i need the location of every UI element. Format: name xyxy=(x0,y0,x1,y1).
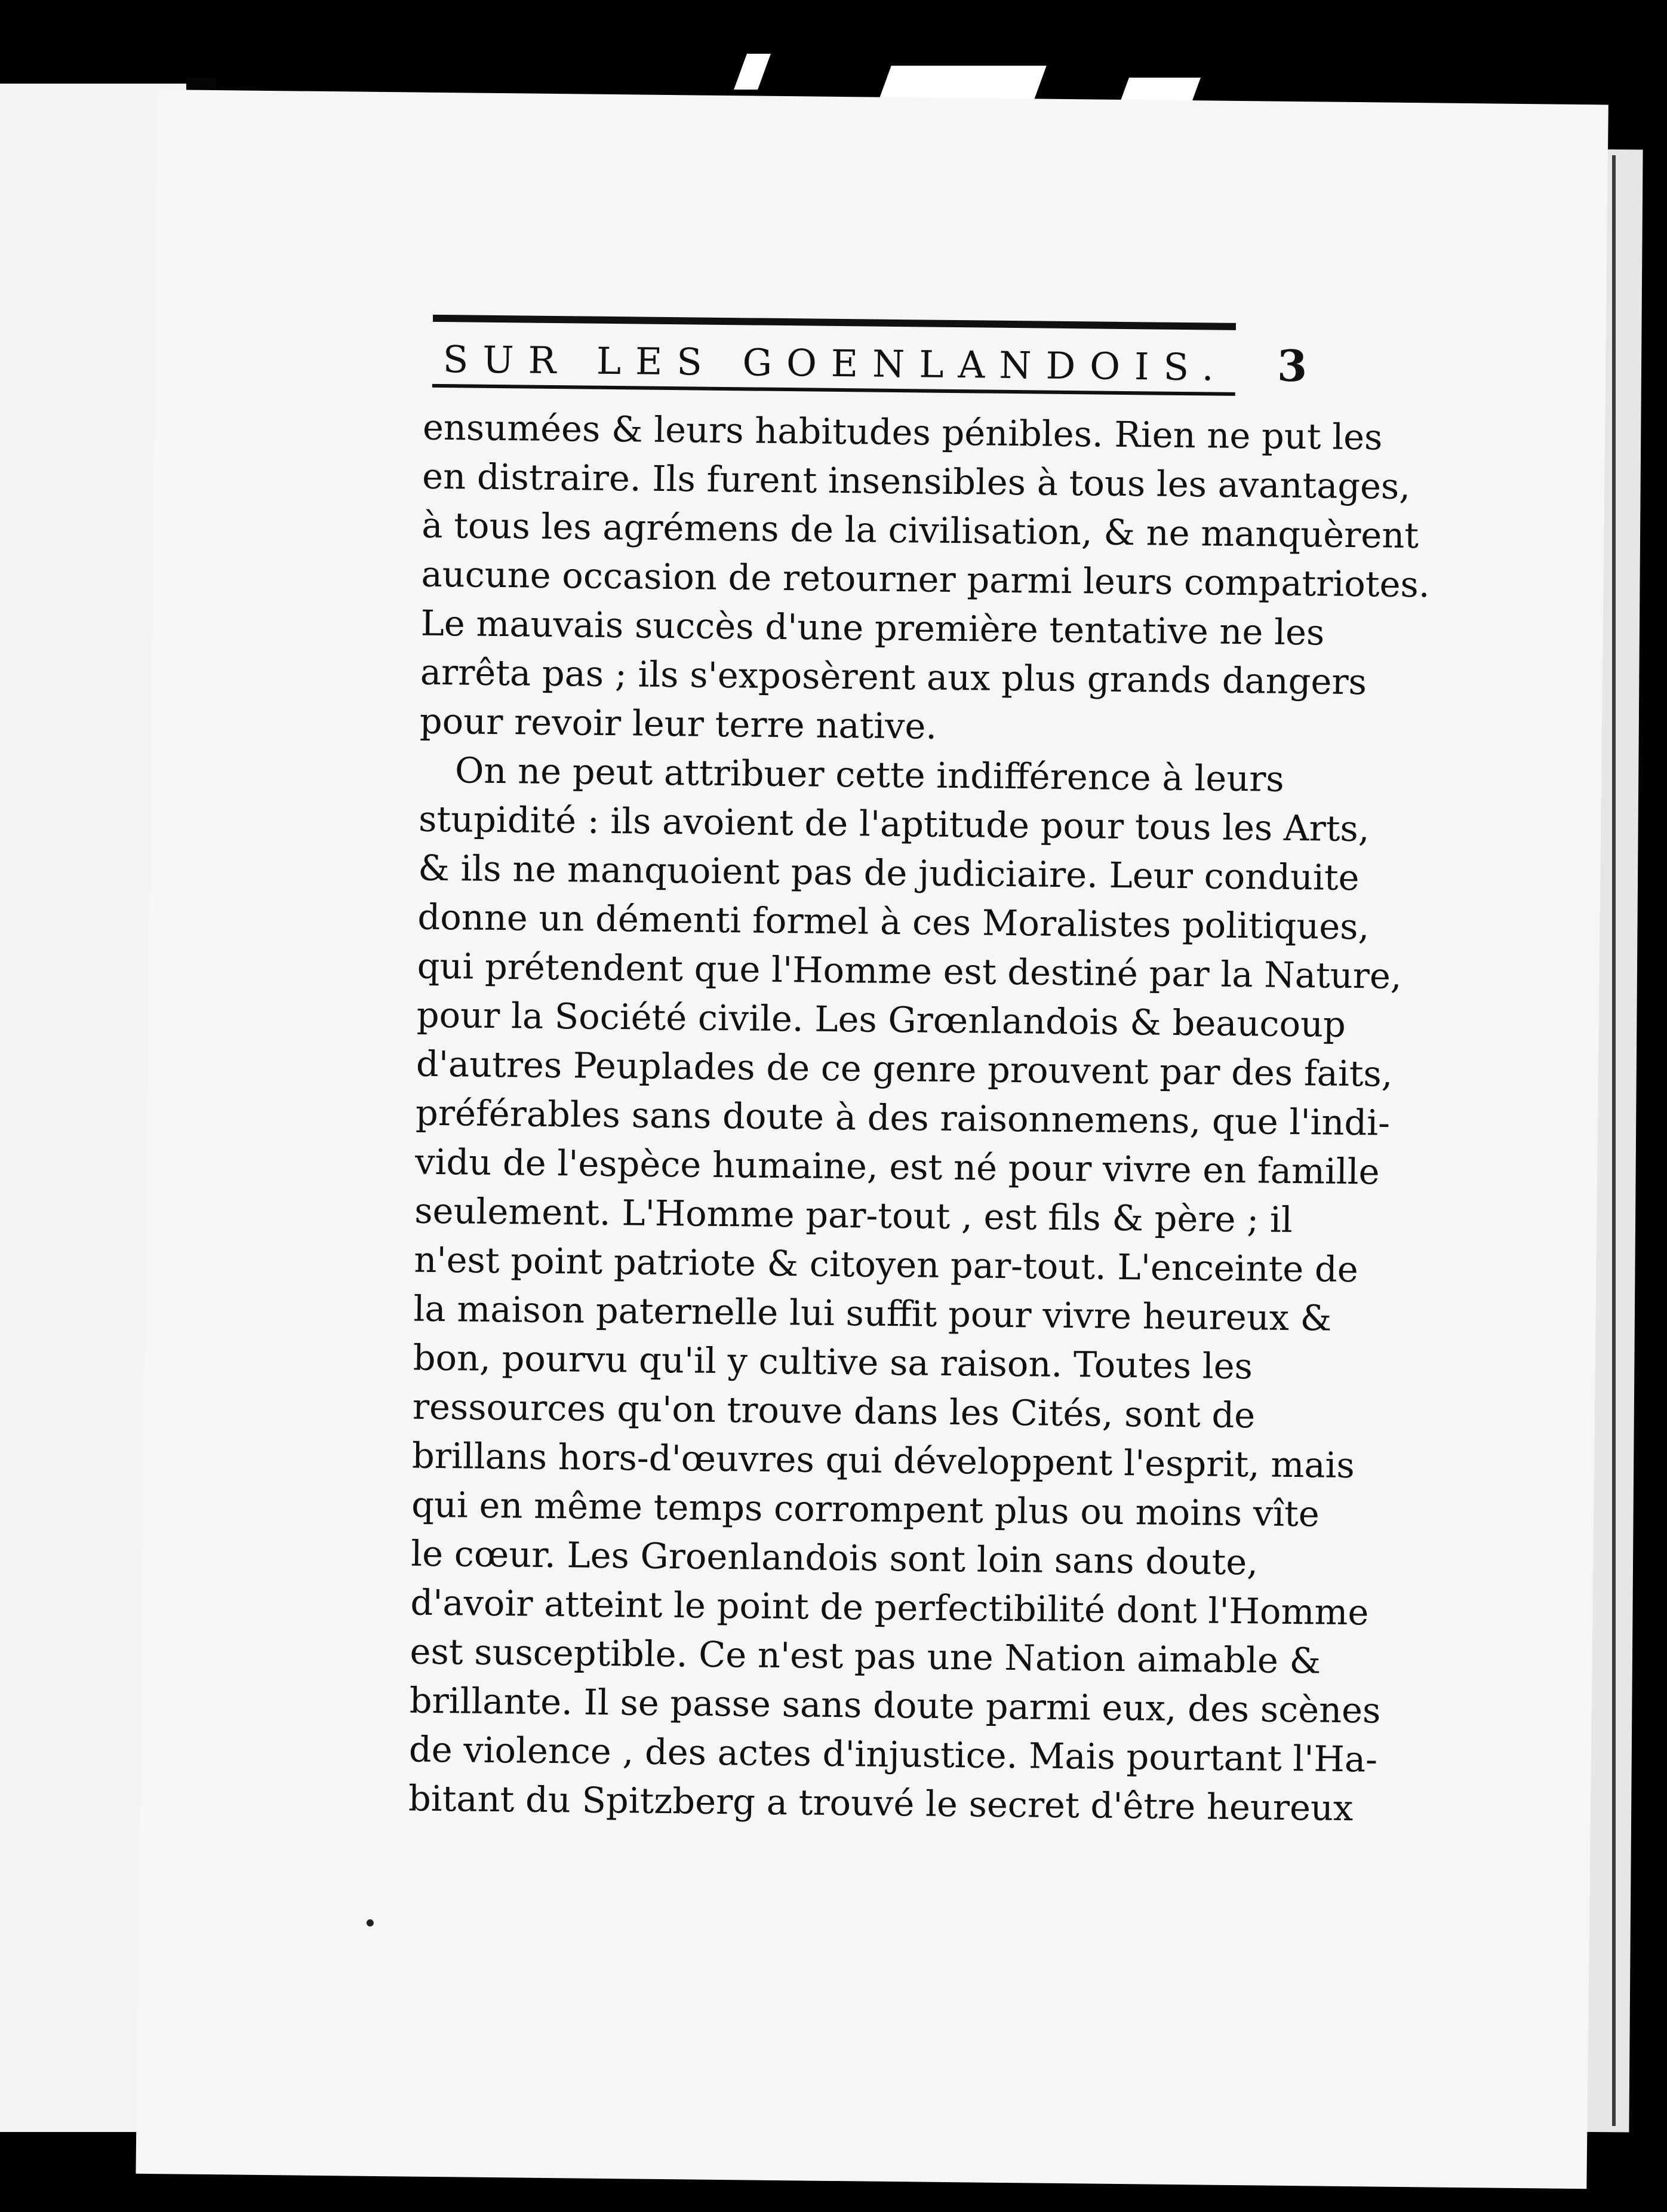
text-line: qui en même temps corrompent plus ou moins vîte xyxy=(411,1483,1320,1535)
text-line: ensumées & leurs habitudes pénibles. Rien ne put les xyxy=(422,406,1383,458)
text-line: seulement. L'Homme par-tout , est fils & père ; il xyxy=(414,1190,1293,1241)
text-line: le cœur. Les Groenlandois sont loin sans doute, xyxy=(410,1532,1259,1583)
page-number: 3 xyxy=(1277,340,1308,392)
header-rule-top xyxy=(433,315,1236,330)
text-line: brillante. Il se passe sans doute parmi eux, des scènes xyxy=(409,1679,1381,1731)
text-line: est susceptible. Ce n'est pas une Nation aimable & xyxy=(410,1630,1321,1682)
text-line: de violence , des actes d'injustice. Mais pourtant l'Ha- xyxy=(408,1728,1378,1780)
text-line: donne un démenti formel à ces Moralistes politiques, xyxy=(417,896,1370,948)
text-line: en distraire. Ils furent insensibles à tous les avantages, xyxy=(422,455,1411,508)
text-line: n'est point patriote & citoyen par-tout. L'enceinte de xyxy=(414,1239,1359,1291)
text-line: On ne peut attribuer cette indifférence à leurs xyxy=(454,749,1285,800)
text-line: pour revoir leur terre native. xyxy=(419,700,937,747)
text-line: préférables sans doute à des raisonnemens, que l'indi- xyxy=(415,1092,1391,1144)
text-line: & ils ne manquoient pas de judiciaire. Leur conduite xyxy=(418,847,1360,899)
text-line: qui prétendent que l'Homme est destiné par la Nature, xyxy=(417,945,1402,997)
text-line: pour la Société civile. Les Grœnlandois & beaucoup xyxy=(416,994,1346,1045)
body-text xyxy=(408,403,1430,1832)
text-line: bitant du Spitzberg a trouvé le secret d'être heureux xyxy=(408,1777,1354,1829)
page-stack-line xyxy=(1612,155,1616,2126)
text-line: bon, pourvu qu'il y cultive sa raison. Toutes les xyxy=(413,1337,1253,1387)
text-line: Le mauvais succès d'une première tentative ne les xyxy=(420,602,1325,653)
text-line: vidu de l'espèce humaine, est né pour vivre en famille xyxy=(414,1141,1380,1193)
text-line: d'avoir atteint le point de perfectibilité dont l'Homme xyxy=(410,1581,1369,1633)
text-line: la maison paternelle lui suffit pour vivre heureux & xyxy=(413,1288,1332,1339)
bleed-through-mark xyxy=(734,54,771,90)
text-line: d'autres Peuplades de ce genre prouvent par des faits, xyxy=(416,1043,1393,1095)
ink-speck xyxy=(367,1919,374,1927)
text-line: stupidité : ils avoient de l'aptitude pour tous les Arts, xyxy=(418,798,1370,850)
text-line: ressources qu'on trouve dans les Cités, sont de xyxy=(412,1385,1256,1436)
text-line: brillans hors-d'œuvres qui développent l'esprit, mais xyxy=(411,1434,1355,1486)
text-line: arrêta pas ; ils s'exposèrent aux plus grands dangers xyxy=(420,651,1367,703)
text-line: aucune occasion de retourner parmi leurs compatriotes. xyxy=(421,553,1430,606)
book-page xyxy=(136,90,1608,2189)
running-title: SUR LES GOENLANDOIS. xyxy=(442,337,1228,389)
text-line: à tous les agrémens de la civilisation, & ne manquèrent xyxy=(422,504,1419,557)
